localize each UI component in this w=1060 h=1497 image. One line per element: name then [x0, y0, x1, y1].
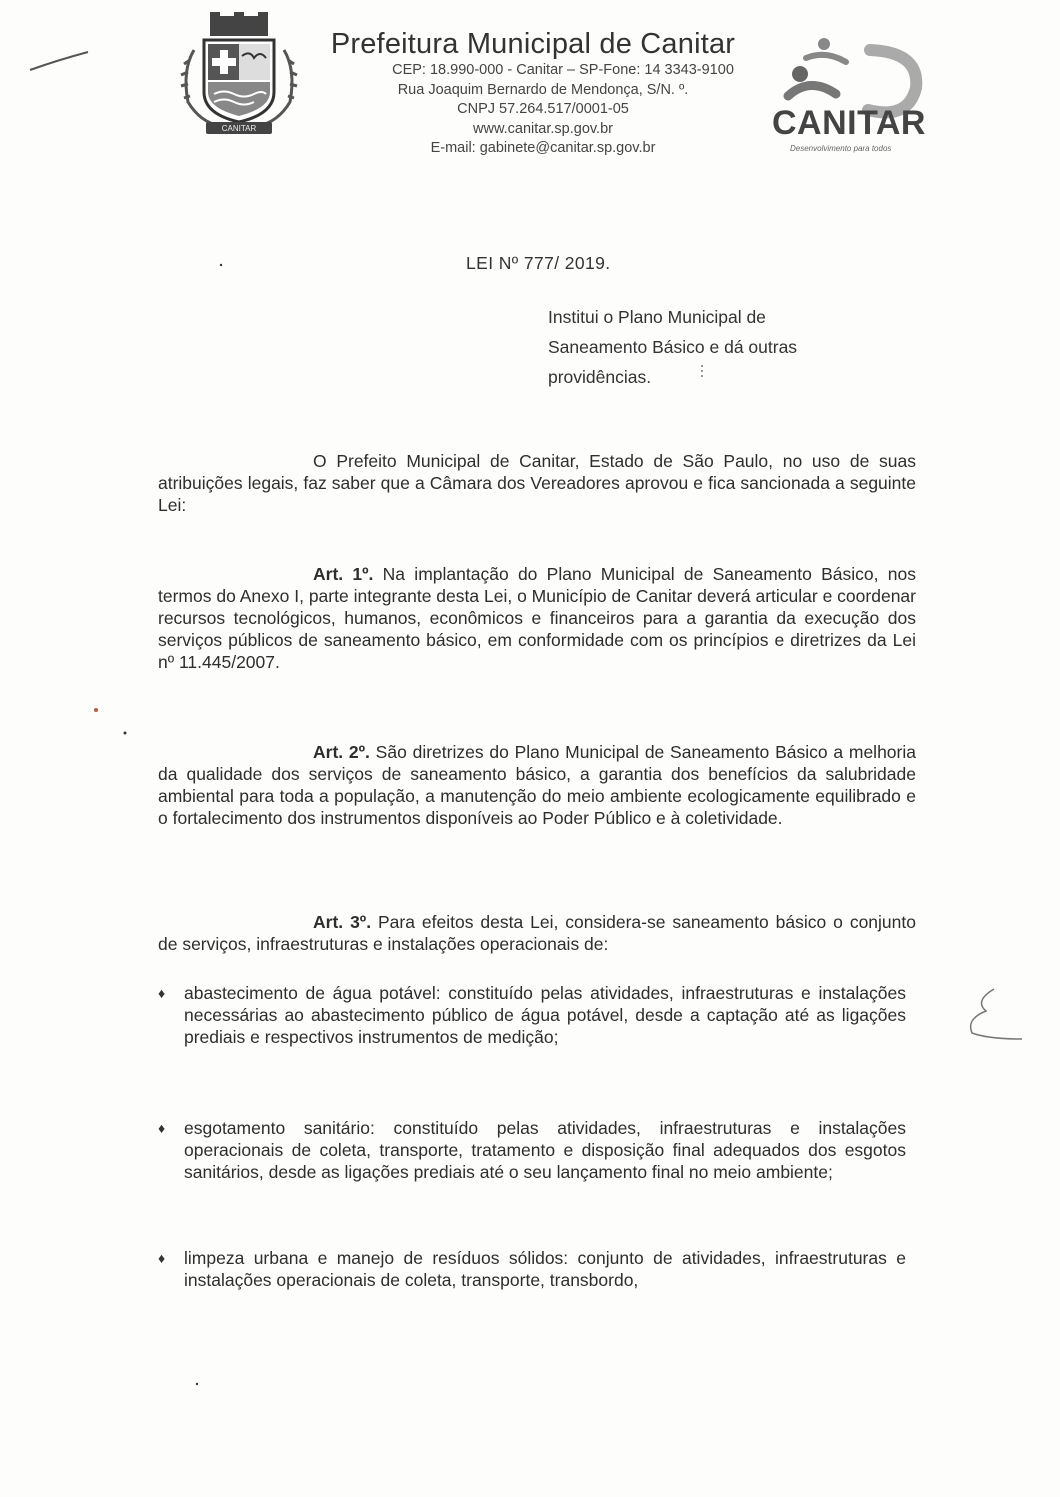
- scan-speck: [696, 363, 708, 379]
- bullet-diamond-icon: ♦: [158, 1250, 166, 1266]
- law-title: LEI Nº 777/ 2019.: [466, 253, 611, 273]
- crest-label: CANITAR: [221, 124, 257, 133]
- article-3: [158, 911, 916, 955]
- list-item: limpeza urbana e manejo de resíduos sólidos: conjunto de atividades, infraestruturas e instalações operacionais de coleta, transporte, transbordo,: [184, 1248, 906, 1290]
- letterhead-website: www.canitar.sp.gov.br: [473, 120, 613, 137]
- article-label: Art. 2º.: [313, 742, 370, 762]
- bullet-diamond-icon: ♦: [158, 985, 166, 1001]
- scan-speck: [122, 730, 128, 736]
- letterhead-address: Rua Joaquim Bernardo de Mendonça, S/N. º.: [397, 81, 689, 98]
- letterhead-email: E-mail: gabinete@canitar.sp.gov.br: [430, 140, 656, 156]
- logo-name: CANITAR: [772, 104, 926, 142]
- letterhead-cep-phone: CEP: 18.990-000 - Canitar – SP-Fone: 14 3343-9100: [392, 62, 734, 78]
- bullet-diamond-icon: ♦: [158, 1120, 166, 1136]
- preamble-paragraph: O Prefeito Municipal de Canitar, Estado de São Paulo, no uso de suas atribuições legais, faz saber que a Câmara dos Vereadores aprovou e fica sancionada a seguinte Lei:: [158, 451, 916, 515]
- article-text: São diretrizes do Plano Municipal de Saneamento Básico a melhoria da qualidade dos serviços de saneamento básico, a garantia dos benefícios da salubridade ambiental para toda a população, a manutenção do meio ambiente ecologicamente equilibrado e o fortalecimento dos instrumentos disponíveis ao Poder Público e à coletividade.: [158, 742, 916, 828]
- letterhead: [318, 28, 768, 159]
- article-2: [158, 741, 916, 829]
- scan-speck: [218, 262, 224, 268]
- scan-speck: [194, 1380, 200, 1388]
- pen-stroke-mark: [28, 48, 90, 74]
- article-label: Art. 3º.: [313, 912, 372, 932]
- article-text: Na implantação do Plano Municipal de Saneamento Básico, nos termos do Anexo I, parte integrante desta Lei, o Município de Canitar deverá articular e coordenar recursos tecnológicos, humanos, econômicos e financeiros para a garantia da execução dos serviços públicos de saneamento básico, em conformidade com os princípios e diretrizes da Lei nº 11.445/2007.: [158, 564, 916, 672]
- logo-slogan: Desenvolvimento para todos: [790, 144, 892, 153]
- handwritten-initial-mark: [960, 985, 1030, 1047]
- list-item: esgotamento sanitário: constituído pelas atividades, infraestruturas e instalações operacionais de coleta, transporte, tratamento e disposição final adequados dos esgotos sanitários, desde as ligações prediais até o seu lançamento final no meio ambiente;: [184, 1118, 906, 1182]
- law-ementa: Institui o Plano Municipal de Saneamento Básico e dá outras providências.: [548, 307, 798, 387]
- scan-speck: [92, 706, 100, 714]
- letterhead-cnpj: CNPJ 57.264.517/0001-05: [457, 101, 629, 117]
- list-item: abastecimento de água potável: constituído pelas atividades, infraestruturas e instalações necessárias ao abastecimento público de água potável, desde a captação até as ligações prediais e respectivos instrumentos de medição;: [184, 983, 906, 1047]
- article-label: Art. 1º.: [313, 564, 374, 584]
- article-text: Para efeitos desta Lei, considera-se saneamento básico o conjunto de serviços, infraestruturas e instalações operacionais de:: [158, 912, 916, 954]
- letterhead-title: Prefeitura Municipal de Canitar: [330, 28, 736, 60]
- municipal-crest: [180, 10, 298, 138]
- article-1: [158, 563, 916, 673]
